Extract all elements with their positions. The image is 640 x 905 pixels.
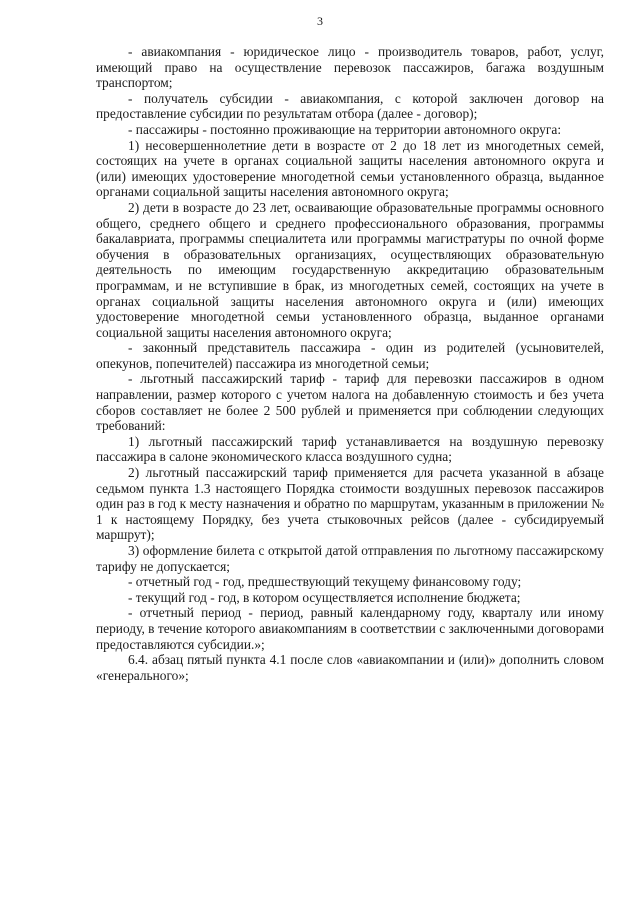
paragraph: - авиакомпания - юридическое лицо - производитель товаров, работ, услуг, имеющий право на осуществление перевозок пассажиров, багажа воздушным транспортом; xyxy=(96,44,604,91)
paragraph: - законный представитель пассажира - один из родителей (усыновителей, опекунов, попечителей) пассажира из многодетной семьи; xyxy=(96,340,604,371)
paragraph: - льготный пассажирский тариф - тариф для перевозки пассажиров в одном направлении, размер которого с учетом налога на добавленную стоимость и без учета сборов составляет не более 2 500 рублей и применяется при соблюдении следующих требований: xyxy=(96,371,604,434)
paragraph: 6.4. абзац пятый пункта 4.1 после слов «авиакомпании и (или)» дополнить словом «генерального»; xyxy=(96,652,604,683)
paragraph: - пассажиры - постоянно проживающие на территории автономного округа: xyxy=(128,121,562,137)
page-number: 3 xyxy=(317,14,323,28)
paragraph: 1) несовершеннолетние дети в возрасте от 2 до 18 лет из многодетных семей, состоящих на учете в органах социальной защиты населения автономного округа и (или) имеющих удостоверение многодетной семьи установленного образца, выданное органами социальной защиты населения автономного округа; xyxy=(96,137,604,200)
paragraph: 1) льготный пассажирский тариф устанавливается на воздушную перевозку пассажира в салоне экономического класса воздушного судна; xyxy=(96,433,604,465)
paragraph: - текущий год - год, в котором осуществляется исполнение бюджета; xyxy=(128,589,521,605)
paragraph: - отчетный год - год, предшествующий текущему финансовому году; xyxy=(128,574,522,590)
document-body xyxy=(96,44,604,683)
paragraph: 3) оформление билета с открытой датой отправления по льготному пассажирскому тарифу не допускается; xyxy=(96,543,604,574)
paragraph: 2) дети в возрасте до 23 лет, осваивающие образовательные программы основного общего, среднего общего и среднего профессионального образования, программы бакалавриата, программы специалитета или программы магистратуры по очной форме обучения в образовательных организациях, осуществляющих образовательную деятельность по имеющим государственную аккредитацию образовательным программам, и не вступившие в брак, из многодетных семей, состоящих на учете в органах социальной защиты населения автономного округа и (или) имеющих удостоверение многодетной семьи установленного образца, выданное органами социальной защиты населения автономного округа; xyxy=(96,199,604,340)
paragraph: - отчетный период - период, равный календарному году, кварталу или иному периоду, в течение которого авиакомпаниям в соответствии с заключенными договорами предоставляются субсидии.»; xyxy=(96,605,604,652)
paragraph: - получатель субсидии - авиакомпания, с которой заключен договор на предоставление субсидии по результатам отбора (далее - договор); xyxy=(96,90,604,122)
paragraph: 2) льготный пассажирский тариф применяется для расчета указанной в абзаце седьмом пункта 1.3 настоящего Порядка стоимости воздушных перевозок пассажиров один раз в год к месту назначения и обратно по маршрутам, указанным в приложении № 1 к настоящему Порядку, без учета стыковочных рейсов (далее - субсидируемый маршрут); xyxy=(96,465,604,543)
